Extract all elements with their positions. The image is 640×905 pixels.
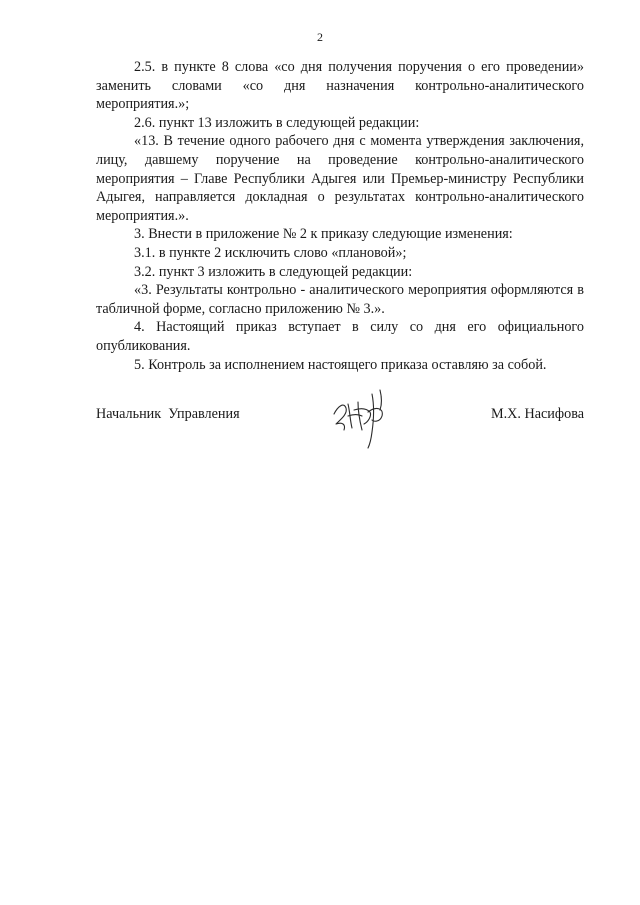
paragraph-2-6-quote: «13. В течение одного рабочего дня с момента утверждения заключения, лицу, давшему поручение на проведение контрольно-аналитического мероприятия – Главе Республики Адыгея или Премьер-министру Республики Адыгея, направляется докладная о результатах контрольно-аналитического мероприятия.».	[96, 133, 584, 224]
paragraph-3: 3. Внести в приложение № 2 к приказу следующие изменения:	[134, 226, 513, 243]
signatory-name: М.Х. Насифова	[490, 406, 584, 422]
paragraph-3-2-quote: «3. Результаты контрольно - аналитического мероприятия оформляются в табличной форме, согласно приложению № 3.».	[96, 282, 584, 317]
paragraph-3-1: 3.1. в пункте 2 исключить слово «плановой»;	[134, 244, 407, 261]
signatory-title: Начальник Управления	[96, 406, 240, 422]
signature-block	[96, 384, 584, 454]
paragraph-3-2: 3.2. пункт 3 изложить в следующей редакции:	[134, 263, 413, 280]
paragraph-5: 5. Контроль за исполнением настоящего приказа оставляю за собой.	[134, 356, 547, 373]
page-number: 2	[317, 30, 323, 44]
handwritten-signature	[328, 384, 398, 450]
document-body	[96, 58, 584, 374]
paragraph-2-5: 2.5. в пункте 8 слова «со дня получения поручения о его проведении» заменить словами «со дня назначения контрольно-аналитического мероприятия.»;	[96, 59, 584, 113]
paragraph-4: 4. Настоящий приказ вступает в силу со дня его официального опубликования.	[96, 319, 584, 354]
paragraph-2-6: 2.6. пункт 13 изложить в следующей редакции:	[134, 114, 420, 131]
